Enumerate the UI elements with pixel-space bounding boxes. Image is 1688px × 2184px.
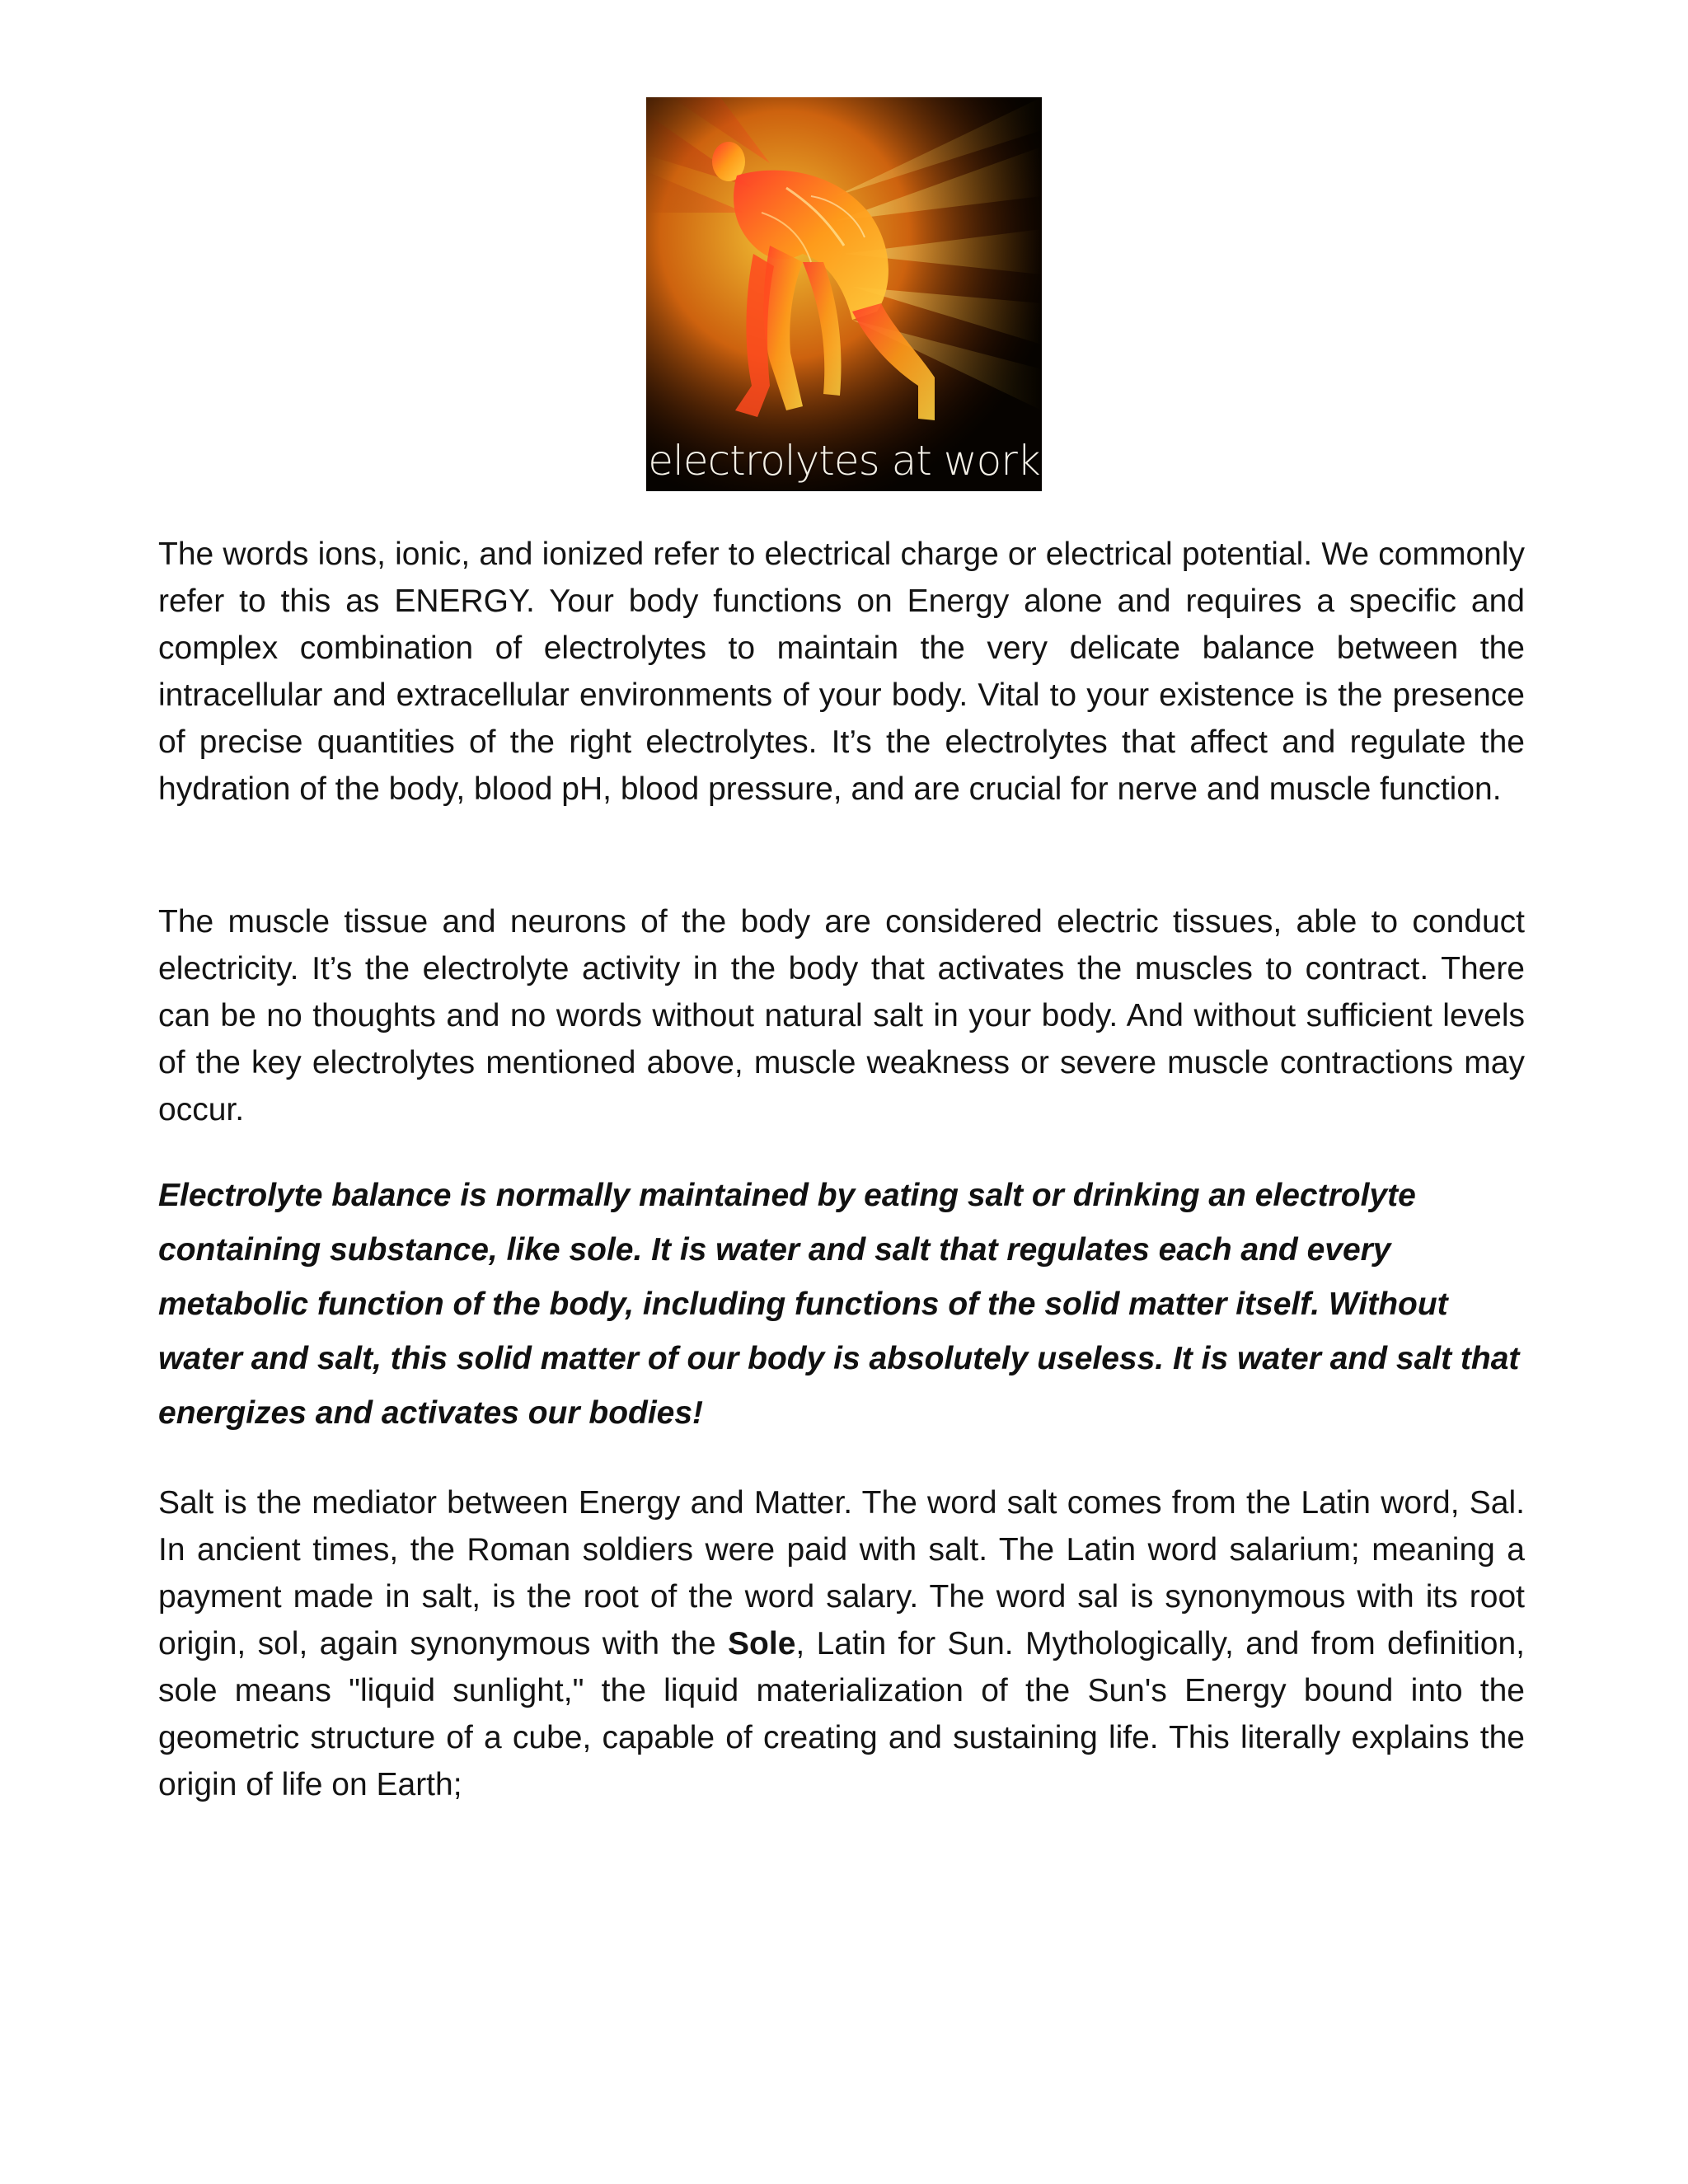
paragraph-1-text: The words ions, ionic, and ionized refer to electrical charge or electrical potential. We commonly refer to this as ENERGY. Your body functions on Energy alone and requires a specific and complex combination of electrolytes to maintain the very delicate balance between the intracellular and extracellular environments of your body. Vital to your existence is the presence of precise quantities of the right electrolytes. It’s the electrolytes that affect and regulate the hydration of the body, blood pH, blood pressure, and are crucial for nerve and muscle function. [158, 537, 1525, 807]
paragraph-4-text [158, 1479, 1525, 1808]
paragraph-2-text: The muscle tissue and neurons of the body are considered electric tissues, able to conduct electricity. It’s the electrolyte activity in the body that activates the muscles to contract. There can be no thoughts and no words without natural salt in your body. And without sufficient levels of the key electrolytes mentioned above, muscle weakness or severe muscle contractions may occur. [158, 904, 1525, 1127]
paragraph-4-part-1: Salt is the mediator between Energy and Matter. The word salt comes from the Latin word, Sal. In ancient times, the Roman soldiers were paid with salt. The Latin word salarium; meaning a payment made in salt, is the root of the word salary. The word sal is synonymous with its root origin, sol, again synonymous with the [158, 1485, 1525, 1661]
paragraph-1 [158, 531, 1525, 813]
paragraph-3-emphasis [158, 1169, 1525, 1441]
glowing-figure-illustration [646, 97, 1042, 491]
electrolytes-figure [646, 97, 1042, 491]
paragraph-4 [158, 1479, 1525, 1808]
paragraph-4-part-2: , Latin for Sun. Mythologically, and from definition, sole means "liquid sunlight," the liquid materialization of the Sun's Energy bound into the geometric structure of a cube, capable of creating and sustaining life. This literally explains the origin of life on Earth; [158, 1626, 1525, 1802]
sole-term: Sole [728, 1626, 796, 1661]
figure-caption: electrolytes at work [648, 437, 1040, 485]
paragraph-3-text: Electrolyte balance is normally maintained by eating salt or drinking an electrolyte containing substance, like sole. It is water and salt that regulates each and every metabolic function of the body, including functions of the solid matter itself. Without water and salt, this solid matter of our body is absolutely useless. It is water and salt that energizes and activates our bodies! [158, 1178, 1520, 1431]
paragraph-2 [158, 898, 1525, 1133]
